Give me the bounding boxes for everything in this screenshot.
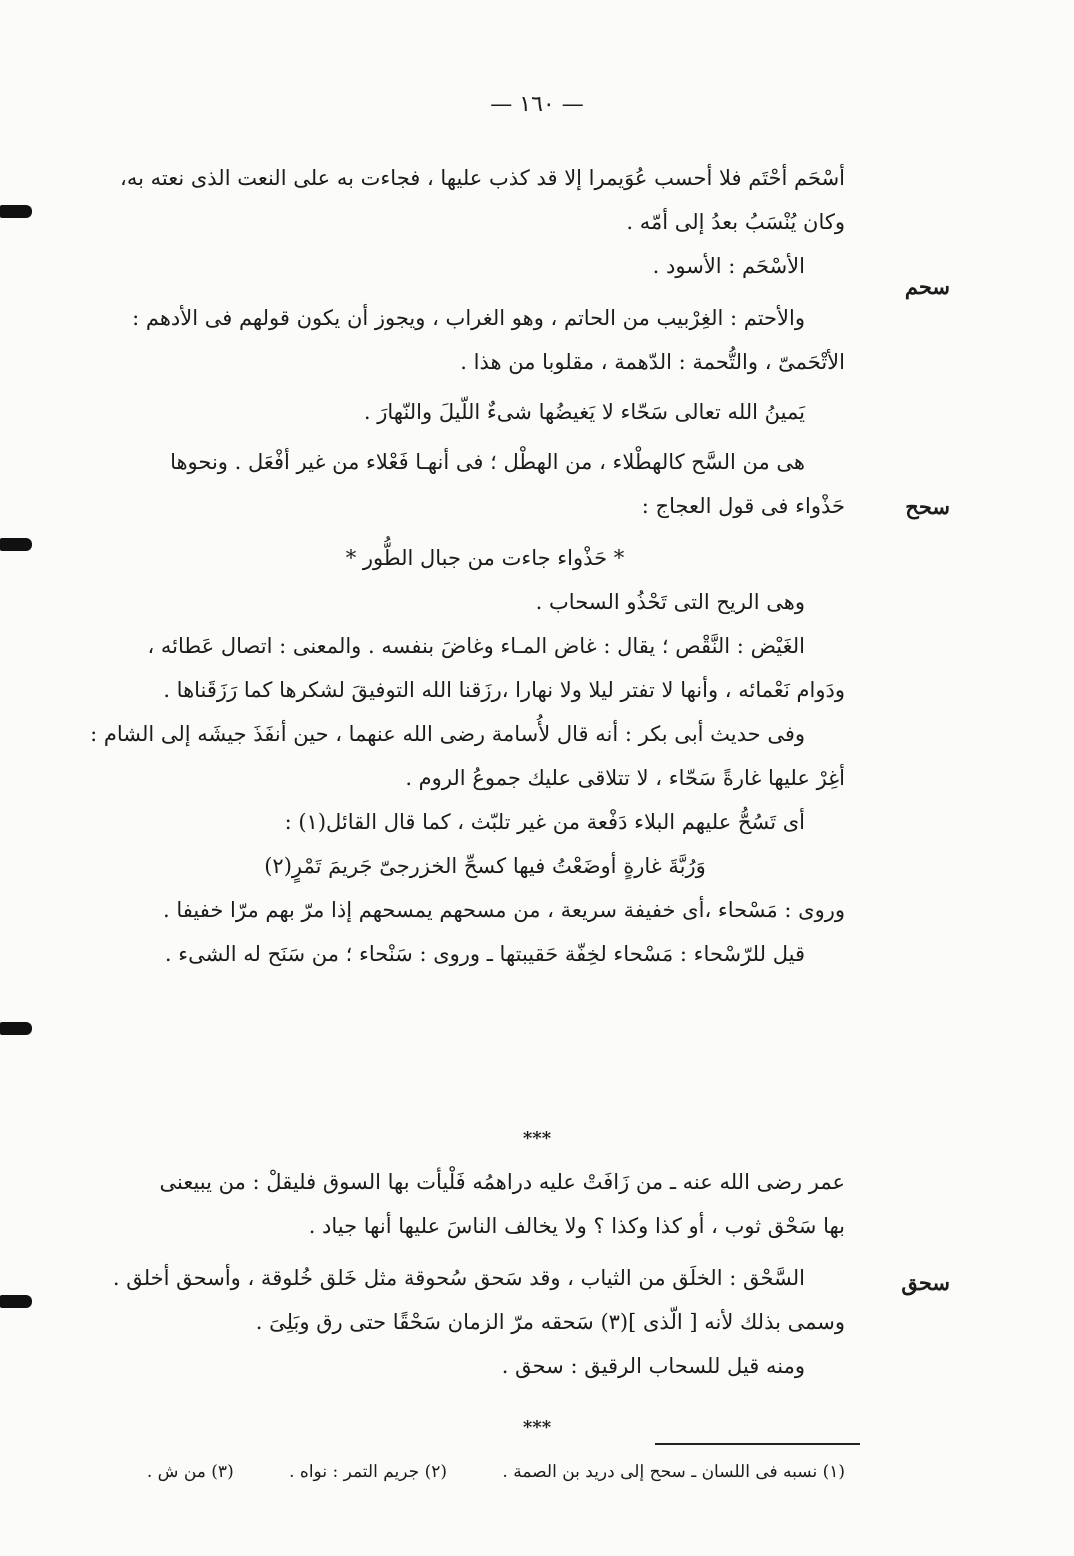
binding-mark [0,1295,32,1308]
text-line: يَمينُ الله تعالى سَحّاء لا يَغيضُها شىءٌ اللّيلَ والنّهارَ . [363,400,805,424]
text-line: الأتْحَمىّ ، والتُّحمة : الدّهمة ، مقلوبا من هذا . [460,350,845,374]
text-line: ودَوام نَعْمائه ، وأنها لا تفتر ليلا ولا نهارا ،رزَقنا الله التوفيقَ لشكرها كما رَزَقَناها . [163,678,845,702]
binding-mark [0,538,32,551]
margin-headword-sahh: سحح [905,494,950,519]
text-block-2 [112,1160,845,1388]
text-line: وكان يُنْسَبُ بعدُ إلى أمّه . [626,210,845,234]
text-line: حَذْواء فى قول العجاج : [641,494,845,518]
text-line: أسْحَم أحْتَم فلا أحسب عُوَيمرا إلا قد كذب عليها ، فجاءت به على النعت الذى نعته به، [120,166,845,190]
text-block-1 [90,156,845,976]
text-line: وفى حديث أبى بكر : أنه قال لأُسامة رضى الله عنهما ، حين أنفَذَ جيشَه إلى الشام : [90,722,805,746]
section-separator: *** [522,1417,552,1438]
text-line: الغَيْض : النَّقْص ؛ يقال : غاض المـاء وغاضَ بنفسه . والمعنى : اتصال عَطائه ، [147,634,805,658]
text-line: ومنه قيل للسحاب الرقيق : سحق . [501,1354,805,1378]
text-line: وروى : مَسْحاء ،أى خفيفة سريعة ، من مسحهم يمسحهم إذا مرّ بهم مرّا خفيفا . [163,898,845,922]
page-number: — ١٦٠ — [490,92,584,117]
text-line: وسمى بذلك لأنه [ الّذى ](٣) سَحقه مرّ الزمان سَحْقًا حتى رق وبَلِىَ . [255,1310,845,1334]
text-line: الأسْحَم : الأسود . [652,254,805,278]
margin-headword-sahq: سحق [901,1270,950,1295]
text-line: قيل للرّسْحاء : مَسْحاء لخِفّة حَقيبتها ـ وروى : سَنْحاء ؛ من سَنَح له الشىء . [164,942,805,966]
text-line: عمر رضى الله عنه ـ من زَافَتْ عليه دراهمُه فَلْيأت بها السوق فليقلْ : من يبيعنى [159,1170,845,1194]
verse-line: وَرُبَّةَ غارةٍ أوضَعْتُ فيها كسحِّ الخزرجىّ جَريمَ تَمْرٍ(٢) [264,854,706,878]
text-line: السَّحْق : الخلَق من الثياب ، وقد سَحق سُحوقة مثل خَلق خُلوقة ، وأسحق أخلق . [112,1266,805,1290]
section-separator: *** [522,1128,552,1149]
footnote-rule [655,1443,860,1445]
text-line: هى من السَّح كالهطْلاء ، من الهطْل ؛ فى أنهـا فَعْلاء من غير أفْعَل . ونحوها [170,450,805,474]
binding-mark [0,1022,32,1035]
footnote-2: (٢) جريم التمر : نواه . [289,1462,447,1482]
verse-line: * حَذْواء جاءت من جبال الطُّور * [345,546,625,570]
text-line: وهى الريح التى تَحْذُو السحاب . [535,590,805,614]
footnote-1: (١) نسبه فى اللسان ـ سحح إلى دريد بن الصمة . [502,1462,845,1482]
text-line: أى تَسُحُّ عليهم البلاء دَفْعة من غير تلبّث ، كما قال القائل(١) : [284,810,805,834]
binding-mark [0,205,32,218]
footnotes [135,1462,845,1482]
footnote-3: (٣) من ش . [146,1462,234,1482]
text-line: أغِرْ عليها غارةً سَحّاء ، لا تتلاقى عليك جموعُ الروم . [405,766,845,790]
text-line: بها سَحْق ثوب ، أو كذا وكذا ؟ ولا يخالف الناسَ عليها أنها جياد . [308,1214,845,1238]
text-line: والأحتم : الغِرْبيب من الحاتم ، وهو الغراب ، ويجوز أن يكون قولهم فى الأدهم : [132,306,805,330]
margin-headword-sahm: سحم [904,274,950,299]
